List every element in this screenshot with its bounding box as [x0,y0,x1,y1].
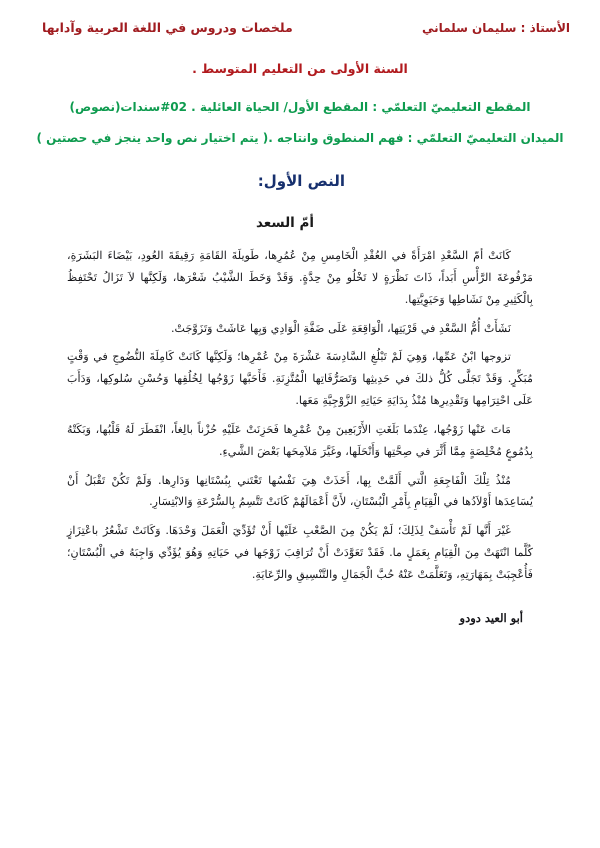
paragraph: تزوجها ابْنُ عَمِّها، وَهِيَ لَمْ تَبْلُغِ السَّادِسَةَ عَشْرَةَ مِنْ عُمْرِها؛ وَلَكِنَّها كَانَتْ كَامِلَةَ النُّضُوجِ في وَقْتٍ مُبَكِّرٍ. وَقَدْ تَجَلَّى كُلُّ ذلكَ في حَدِيثِها وَتَصَرُّفَاتِها الْمُتَّزِنَةِ. فَأَحَبَّها زَوْجُها لِخُلُقِها وَحُسْنِ سُلوكِها، وَدَأَبَ عَلَى احْتِرَامِها وَتَقْدِيرِها مُنْذُ بِدَايَةِ حَيَاتِهِ الزَّوْجِيَّةِ مَعَها. [67,350,533,408]
school-level-line: السنة الأولى من التعليم المتوسط . [192,61,408,76]
section-heading-first-text: النص الأول: [257,172,345,190]
header-teacher-name: الأستاذ : سليمان سلماني [421,20,570,35]
teaching-segment-line: المقطع التعليميّ التعلمّي : المقطع الأول/ الحياة العائلية . 02#سندات(نصوص) [69,100,531,114]
paragraph: مُنْذُ تِلْكَ الْفَاجِعَةِ الَّتي أَلَمَّتْ بِها، أَخَذَتْ هِيَ نَفْسُها تَعْتَني بِبُسْتَانِها وَدَارِها. وَلَمْ تَكُنْ تَقْبَلُ أَنْ يُسَاعِدَها أَوْلاَدُها في الْقِيَامِ بِأَمْرِ الْبُسْتَانِ، لأَنَّ أَعْمَالَهُمْ كَانَتْ تَتَّسِمُ بِالسُّرْعَةِ وَالابْتِسَارِ. [67,473,533,509]
header-course-title: ملخصات ودروس في اللغة العربية وآدابها [42,20,293,35]
paragraph: مَاتَ عَنْها زَوْجُها، عِنْدَما بَلَغَتِ الأَرْبَعِينَ مِنْ عُمْرِها فَحَزِنَتْ عَلَيْهِ حُزْناً بالِغاً، انْفَطَرَ لَهُ قَلْبُها، وَبَكَتْهُ بِدُمُوعٍ مُخْلِصَةٍ مِمَّا أَثَّرَ في صِحَّتِها وَأَنْحَلَها، وغَيَّرَ مَلاَمِحَها بَعْضَ الشَّيءِ. [67,422,533,458]
document-header [0,0,600,35]
teaching-field-line: الميدان التعليميّ التعلمّي : فهم المنطوق وانتاجه .( يتم اختيار نص واحد ينجز في حصتين ) [36,131,564,145]
paragraph: غَيْرَ أَنَّها لَمْ تَأْسَفْ لِذَلِكَ؛ لَمْ يَكُنْ مِنَ الصَّعْبِ عَلَيْها أَنْ تُؤَدِّيَ الْعَمَلَ وَحْدَهَا. وَكَانَتْ تَشْعُرُ باعْتِزَازٍ كُلَّما انْتَهَتْ مِنَ الْقِيَامِ بِعَمَلٍ ما. فَقَدْ تَعَوَّدَتْ أَنْ تُرَاقِبَ زَوْجَها في حَيَاتِهِ وَهُوَ يُؤَدِّي وَاجِبَهُ في الْبُسْتَانِ؛ فَأُعْجِبَتْ بِمَهَارَتِهِ، وَتَعَلَّمَتْ عَنْهُ حُبَّ الْجَمَالِ والتَّنْسِيقِ والرِّعَايَةِ. [67,524,533,581]
text-title: أمّ السعد [255,215,315,231]
text-body [67,231,533,586]
page-footer [0,826,600,848]
paragraph: نَشَأَتْ أُمُّ السَّعْدِ في قَرْيَتِها، الْوَاقِعَةِ عَلَى ضَفَّةِ الْوَادِي وَبِها عَاشَتْ وَتَزَوَّجَتْ. [170,321,511,335]
paragraph: كَانَتْ أمّ السَّعْدِ امْرَأَةً في العُقْدِ الْخَامِسِ مِنْ عُمُرِها، طَويلَةَ القَامَةِ رَقِيقَةَ العُودِ، بَيْضَاءَ البَشَرَةِ، مَرْفُوعَةَ الرَّأْسِ أَبَداً، ذَاتَ نَظْرَةٍ لا تَخْلُو مِنْ حِدَّةٍ. وَقَدْ وَخَطَ الشَّيْبُ شَعْرَها، وَلَكِنَّها لاَ تَزَالُ تَحْتَفِظُ بِالْكَثِيرِ مِنْ نَشَاطِها وَحَيَوِيَّتِها. [67,249,533,306]
author-signature: أبو العيد دودو [459,610,523,625]
